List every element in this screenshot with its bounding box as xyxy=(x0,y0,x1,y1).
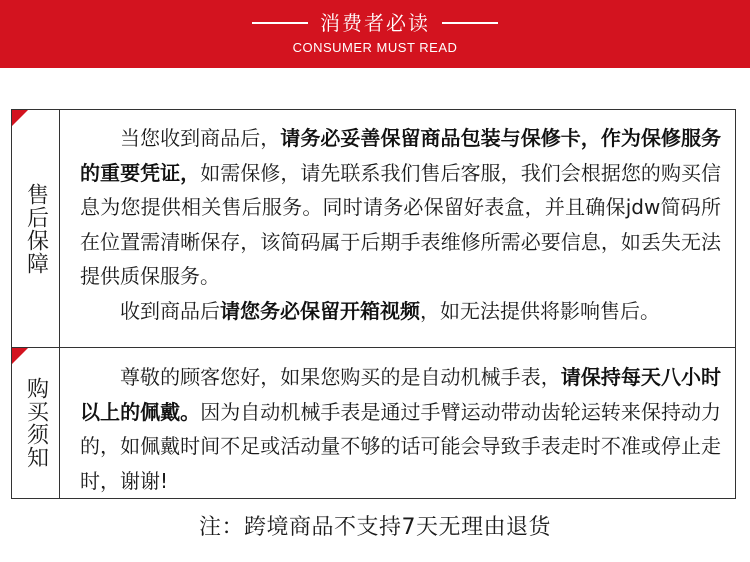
section-content xyxy=(80,360,721,498)
text-run: 如需保修，请先联系我们售后客服，我们会根据您的购买信息为您提供相关售后服务。同时请务必保留好表盒，并且确保jdw简码所在位置需清晰保存，该简码属于后期手表维修所需必要信息，如丢失无法提供质保服务。 xyxy=(80,160,722,288)
corner-marker-icon xyxy=(12,110,28,126)
text-run: 尊敬的顾客您好，如果您购买的是自动机械手表， xyxy=(120,365,561,389)
paragraph xyxy=(80,294,721,329)
bold-text-run: 请您务必保留开箱视频 xyxy=(220,298,420,323)
paragraph xyxy=(80,360,721,498)
header-banner xyxy=(0,0,750,68)
text-run: 因为自动机械手表是通过手臂运动带动齿轮运转来保持动力的，如佩戴时间不足或活动量不够的话可能会导致手表走时不准或停止走时，谢谢! xyxy=(80,399,722,493)
header-subtitle: CONSUMER MUST READ xyxy=(292,40,458,55)
footer-note: 注：跨境商品不支持7天无理由退货 xyxy=(199,515,551,540)
section-label-cell xyxy=(12,110,60,347)
text-run: ，如无法提供将影响售后。 xyxy=(420,298,660,323)
bold-text-run: 请务必妥善保留商品包装与保修卡，作为保修服务的重要凭证， xyxy=(80,126,722,185)
section-content xyxy=(80,121,721,328)
bold-text-run: 请保持每天八小时以上的佩戴。 xyxy=(80,365,722,424)
section-after-sales xyxy=(11,109,736,348)
corner-marker-icon xyxy=(12,348,28,364)
header-divider-right xyxy=(442,22,498,24)
section-label-cell xyxy=(12,348,60,498)
header-divider-left xyxy=(252,22,308,24)
section-label: 购买须知 xyxy=(23,377,49,469)
text-run: 当您收到商品后， xyxy=(120,126,281,150)
section-label: 售后保障 xyxy=(23,182,49,275)
text-run: 收到商品后 xyxy=(120,298,220,323)
header-title: 消费者必读 xyxy=(320,11,430,35)
paragraph xyxy=(80,121,721,294)
header-title-row xyxy=(0,10,750,36)
section-purchase-notice xyxy=(11,347,736,499)
